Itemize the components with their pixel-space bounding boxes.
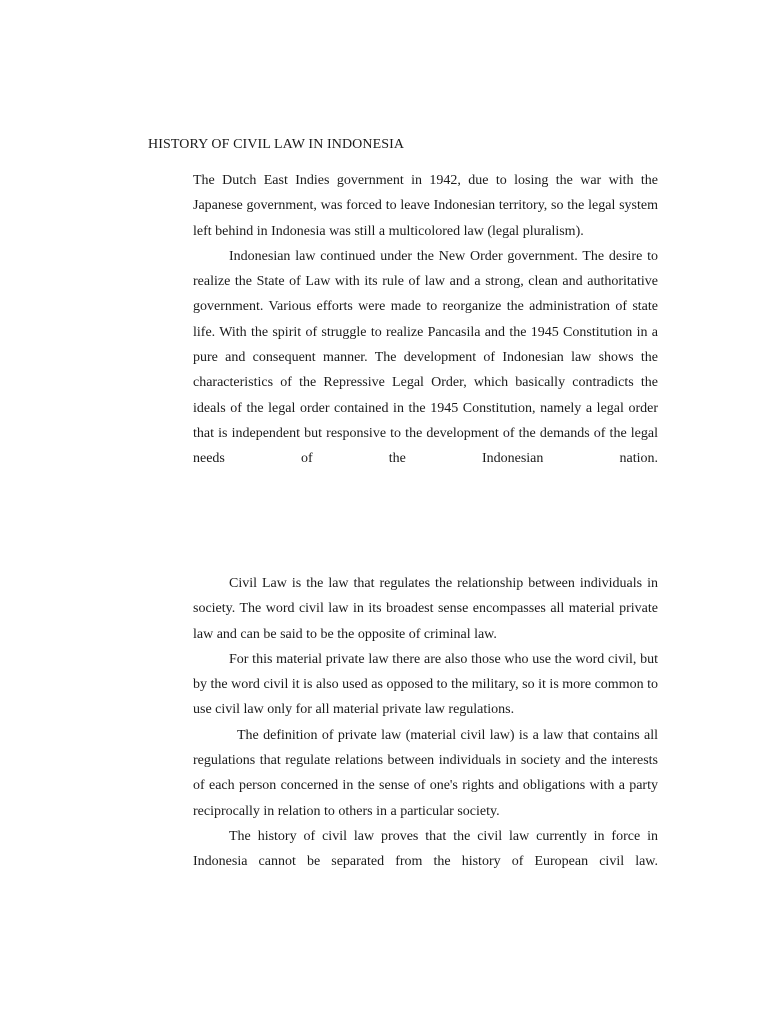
paragraph-civil-law-definition: Civil Law is the law that regulates the relationship between individuals in society. The word civil law in its broadest sense encompasses all material private law and can be said to be the opposite of criminal law.: [193, 576, 658, 642]
section-history: [193, 168, 658, 472]
paragraph-private-law-definition: The definition of private law (material civil law) is a law that contains all regulations that regulate relations between individuals in society and the interests of each person concerned in the sense of one's rights and obligations with a party reciprocally in relation to others in a particular society.: [193, 727, 658, 819]
paragraph-dutch-east-indies: The Dutch East Indies government in 1942, due to losing the war with the Japanese government, was forced to leave Indonesian territory, so the legal system left behind in Indonesia was still a multicolored law (legal pluralism).: [193, 173, 658, 239]
document-title: HISTORY OF CIVIL LAW IN INDONESIA: [148, 137, 405, 152]
paragraph-new-order: Indonesian law continued under the New Order government. The desire to realize the State of Law with its rule of law and a strong, clean and authoritative government. Various efforts were made to reorganize the administration of state life. With the spirit of struggle to realize Pancasila and the 1945 Constitution in a pure and consequent manner. The development of Indonesian law shows the characteristics of the Repressive Legal Order, which basically contradicts the ideals of the legal order contained in the 1945 Constitution, namely a legal order that is independent but responsive to the development of the demands of the legal needs of the Indonesian nation.: [193, 248, 658, 467]
section-civil-law: [193, 571, 658, 875]
paragraph-history-civil-law: The history of civil law proves that the civil law currently in force in Indonesia cannot be separated from the history of European civil law.: [193, 828, 658, 870]
paragraph-material-private-law: For this material private law there are also those who use the word civil, but by the word civil it is also used as opposed to the military, so it is more common to use civil law only for all material private law regulations.: [193, 651, 658, 718]
